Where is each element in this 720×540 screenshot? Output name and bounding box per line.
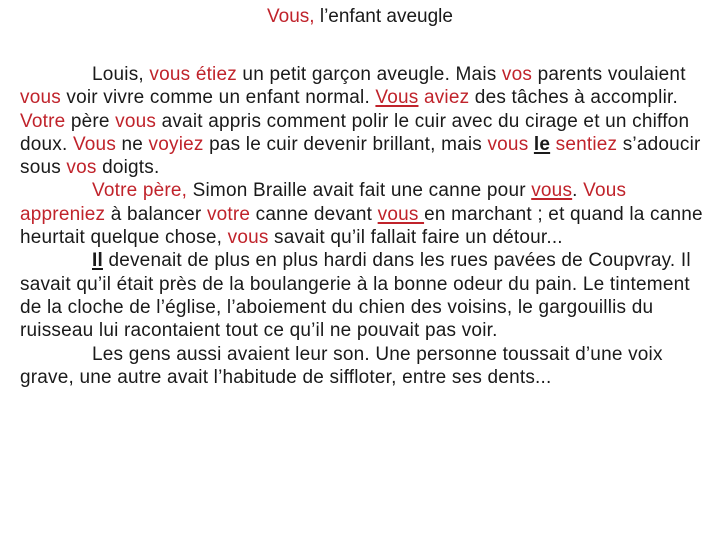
text-segment: avait appris comment polir le cuir avec du cirage et un chiffon doux. [20,110,690,155]
document-body [20,63,710,389]
text-segment: vous [487,133,529,155]
paragraph [20,179,710,249]
text-segment: sentiez [555,133,618,155]
text-segment: vous [377,203,425,225]
text-segment: Vous appreniez [20,180,627,225]
text-segment: Simon Braille avait fait une canne pour [187,180,532,202]
text-segment: canne devant [250,203,378,225]
text-segment: Les gens aussi avaient leur son. Une personne toussait d’une voix grave, une autre avait l’habitude de siffloter, entre ses dents... [20,343,663,388]
text-segment: devenait de plus en plus hardi dans les rues pavées de Coupvray. Il savait qu’il était près de la boulangerie à la bonne odeur du pain. Le tintement de la cloche de l’église, l’aboiement du chien des voisins, le gargouillis du ruisseau lui racontaient tout ce qu’il ne pouvait pas voir. [20,250,691,342]
text-segment: savait qu’il fallait faire un détour... [268,227,563,249]
text-segment: Votre père, [92,180,188,202]
text-segment: Il [92,250,103,272]
text-segment: voir vivre comme un enfant normal. [60,87,376,109]
text-segment: vous [115,110,157,132]
text-segment: parents voulaient [532,64,686,85]
text-segment: Vous [375,87,419,109]
text-segment: Vous [72,133,117,155]
text-segment: votre [206,203,251,225]
paragraph [20,249,710,342]
text-segment: à balancer [105,203,207,225]
text-segment: voyiez [148,133,204,155]
text-segment: s’adoucir sous [20,133,701,179]
text-segment: vous [227,227,269,249]
title-rest: l’enfant aveugle [314,6,453,27]
text-segment: vos [66,157,97,179]
text-segment: . [572,180,584,202]
text-segment: vos [501,64,533,85]
text-segment: ne [116,133,149,155]
text-segment: le [533,133,551,155]
text-segment: Louis, [92,64,150,85]
title-prefix: Vous, [267,6,315,27]
text-segment: en marchant ; et quand la canne heurtait quelque chose, [20,203,703,249]
text-segment: étiez [195,64,237,85]
text-segment: père [65,110,116,132]
text-segment: pas le cuir devenir brillant, mais [203,133,488,155]
text-segment: Votre [20,110,66,132]
text-segment: aviez [423,87,470,109]
text-segment: vous [149,64,196,85]
text-segment: vous [531,180,573,202]
text-segment: doigts. [96,157,160,179]
document-title [0,5,720,29]
text-segment: des tâches à accomplir. [469,87,678,109]
text-segment: vous [20,87,61,109]
paragraph [20,63,710,179]
paragraph [20,343,710,390]
text-segment: un petit garçon aveugle. Mais [236,64,502,85]
